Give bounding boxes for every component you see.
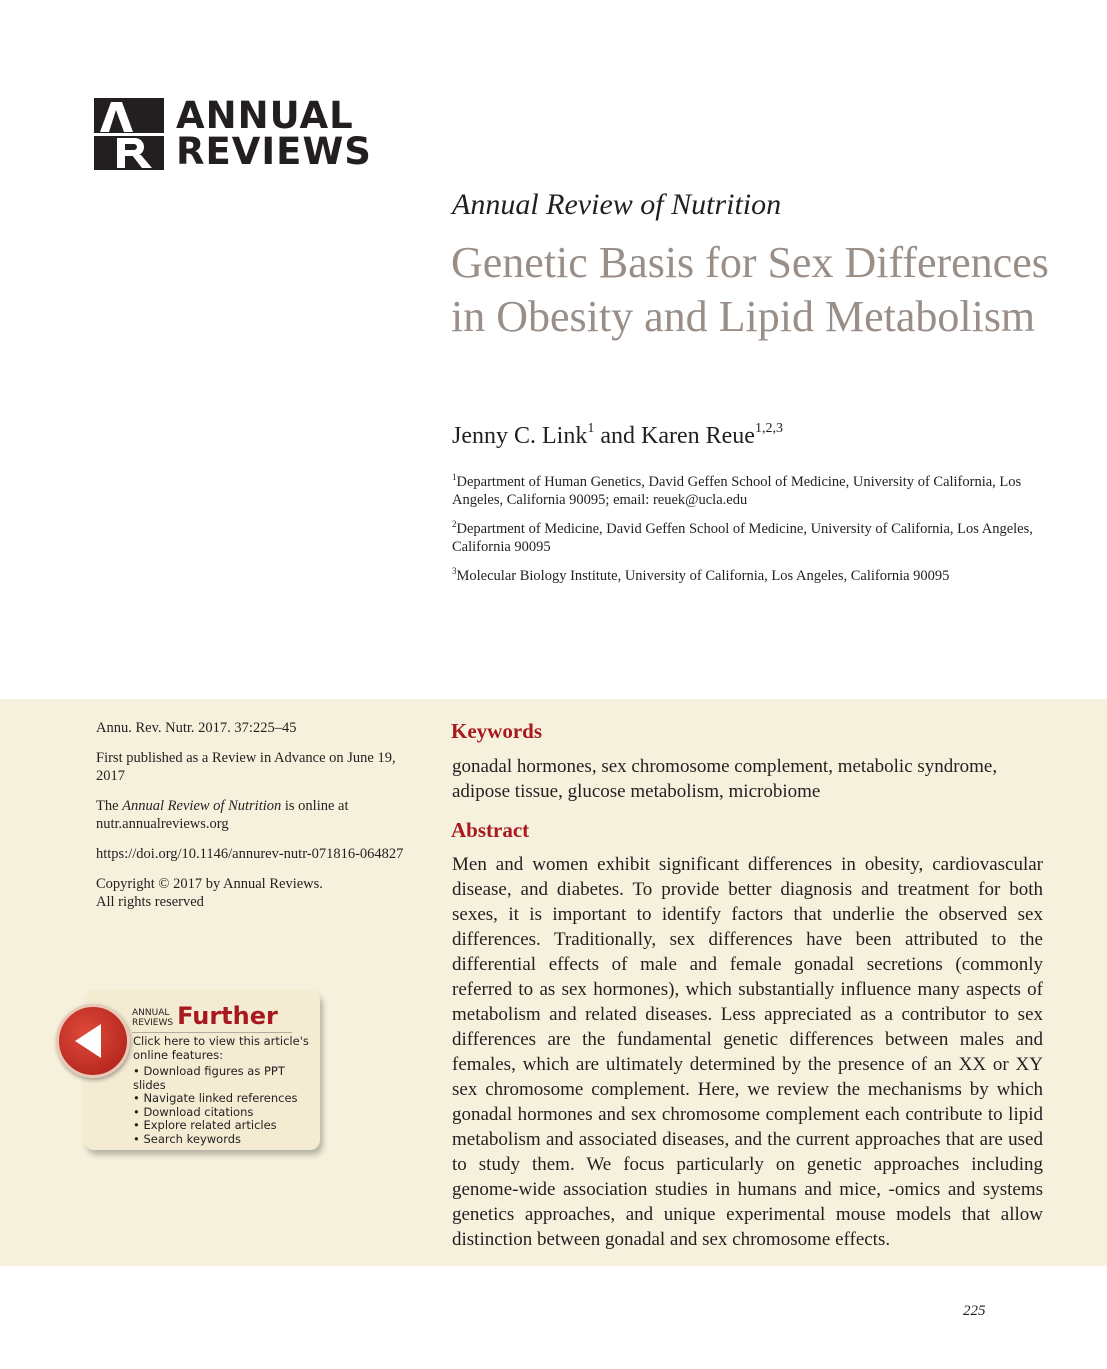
further-divider	[132, 1032, 292, 1033]
list-item[interactable]: • Explore related articles	[133, 1119, 313, 1133]
click-here-link[interactable]: Click here	[133, 1034, 190, 1048]
affiliation-text: Department of Medicine, David Geffen School of Medicine, University of California, Los Angeles, California 90095	[452, 520, 1033, 555]
online-journal: Annual Review of Nutrition	[122, 798, 282, 814]
logo-wordmark	[176, 94, 372, 173]
annual-reviews-logo	[94, 94, 372, 173]
further-body	[133, 1035, 313, 1146]
citation: Annu. Rev. Nutr. 2017. 37:225–45	[96, 720, 297, 736]
affiliations	[452, 468, 1052, 590]
further-title: Further	[177, 1002, 278, 1030]
further-intro	[133, 1035, 313, 1062]
copyright	[96, 875, 416, 911]
logo-line-1: ANNUAL	[176, 94, 354, 137]
copyright-line: Copyright © 2017 by Annual Reviews.	[96, 876, 323, 892]
list-item[interactable]: • Download citations	[133, 1106, 313, 1120]
author-1-affil: 1	[587, 421, 595, 436]
back-arrow-icon[interactable]	[56, 1004, 130, 1078]
further-intro-text: to view this article's online features:	[133, 1034, 309, 1062]
keywords-text: gonadal hormones, sex chromosome complement, metabolic syndrome, adipose tissue, glucose metabolism, microbiome	[452, 756, 998, 802]
further-small-2: REVIEWS	[132, 1018, 174, 1028]
list-item[interactable]: • Download figures as PPT slides	[133, 1065, 313, 1092]
first-published: First published as a Review in Advance on June 19, 2017	[96, 750, 396, 784]
online-info	[96, 797, 416, 833]
further-feature-list	[133, 1065, 313, 1146]
affiliation-text: Molecular Biology Institute, University of California, Los Angeles, California 90095	[456, 567, 950, 584]
keywords-heading: Keywords	[451, 719, 542, 743]
list-item[interactable]: • Search keywords	[133, 1133, 313, 1147]
annual-reviews-ar-logo-icon	[94, 98, 164, 170]
author-list	[452, 423, 783, 450]
affiliation-marker: 3	[452, 565, 457, 576]
author-1: Jenny C. Link	[452, 423, 588, 449]
list-item[interactable]: • Navigate linked references	[133, 1092, 313, 1106]
online-post[interactable]: is online at nutr.annualreviews.org	[96, 798, 349, 832]
affiliation-marker: 2	[452, 518, 457, 529]
journal-name: Annual Review of Nutrition	[452, 188, 782, 221]
affiliation	[452, 562, 1052, 585]
affiliation	[452, 468, 1052, 509]
affiliation-marker: 1	[452, 472, 457, 482]
article-info-sidebar	[96, 719, 416, 923]
page-number: 225	[963, 1303, 986, 1319]
affiliation-text: Department of Human Genetics, David Geffen School of Medicine, University of California, Los Angeles, California 90095; email: reuek@ucla.edu	[452, 473, 1022, 508]
further-small-label	[132, 1008, 173, 1028]
abstract-text: Men and women exhibit significant differences in obesity, cardiovascular disease, and diabetes. To provide better diagnosis and treatment for both sexes, it is important to identify factors that underlie the observed sex differences. Traditionally, sex differences have been attributed to the differential effects of male and female gonadal secretions (commonly referred to as sex hormones), which substantially influence many aspects of metabolism and related diseases. Less appreciated as a contributor to sex differences are the fundamental genetic differences between males and females, which are ultimately determined by the presence of an XX or XY sex chromosome complement. Here, we review the mechanisms by which gonadal hormones and sex chromosome complement each contribute to lipid metabolism and associated diseases, and the current approaches that are used to study them. We focus particularly on genetic approaches including genome-wide association studies in humans and mice, -omics and systems genetics approaches, and unique experimental mouse models that allow distinction between gonadal and sex chromosome effects.	[452, 854, 1043, 1250]
article-title: Genetic Basis for Sex Differences in Obesity and Lipid Metabolism	[451, 238, 1049, 341]
author-2: Karen Reue	[640, 423, 755, 449]
further-heading	[132, 1004, 278, 1028]
play-back-triangle-icon	[71, 1021, 111, 1061]
online-pre: The	[96, 798, 123, 814]
abstract-heading: Abstract	[451, 818, 530, 842]
logo-line-2: REVIEWS	[176, 130, 372, 173]
author-2-affil: 1,2,3	[754, 421, 783, 436]
affiliation	[452, 515, 1052, 556]
doi-link[interactable]: https://doi.org/10.1146/annurev-nutr-071816-064827	[96, 846, 404, 862]
author-joiner: and	[594, 423, 641, 449]
rights-line: All rights reserved	[96, 894, 204, 910]
further-small-1: ANNUAL	[132, 1008, 170, 1018]
